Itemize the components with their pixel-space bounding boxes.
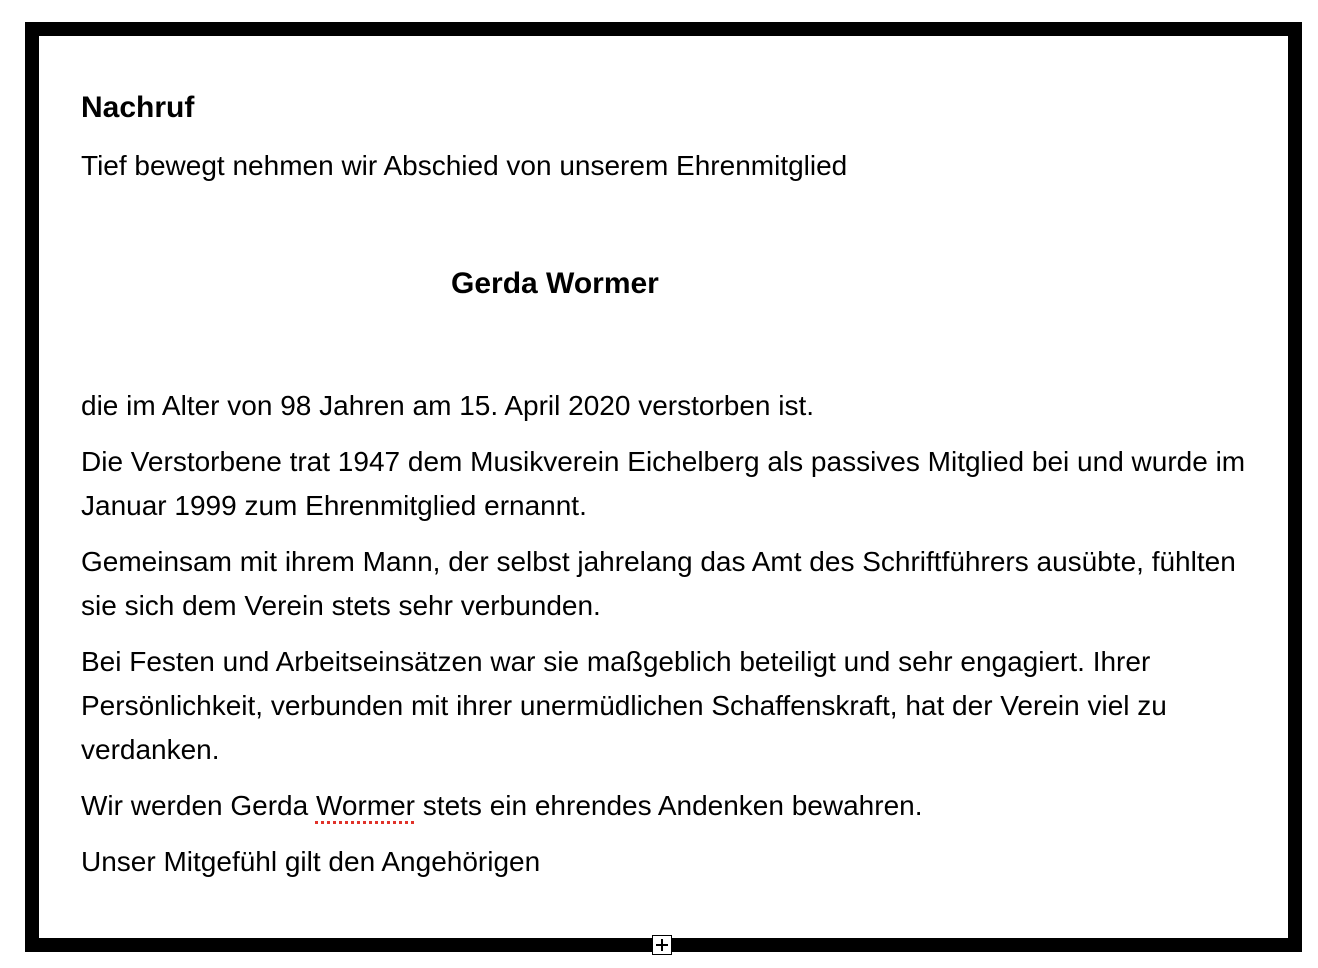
- husband-paragraph: Gemeinsam mit ihrem Mann, der selbst jahrelang das Amt des Schriftführers ausübte, fühlten sie sich dem Verein stets sehr verbunden.: [81, 546, 1236, 621]
- obituary-heading: Nachruf: [81, 91, 195, 124]
- age-date-paragraph: die im Alter von 98 Jahren am 15. April 2020 verstorben ist.: [81, 390, 815, 421]
- remembrance-text-end: stets ein ehrendes Andenken bewahren.: [415, 790, 923, 821]
- table-move-handle-icon[interactable]: [652, 935, 672, 955]
- sympathy-paragraph: Unser Mitgefühl gilt den Angehörigen: [81, 846, 541, 877]
- deceased-name: Gerda Wormer: [451, 267, 659, 300]
- engagement-paragraph: Bei Festen und Arbeitseinsätzen war sie maßgeblich beteiligt und sehr engagiert. Ihrer Persönlichkeit, verbunden mit ihrer unermüdlichen Schaffenskraft, hat der Verein viel zu verdanken.: [81, 646, 1167, 765]
- remembrance-paragraph: [81, 784, 1261, 828]
- intro-line: Tief bewegt nehmen wir Abschied von unserem Ehrenmitglied: [81, 150, 848, 181]
- spellcheck-flagged-word[interactable]: Wormer: [315, 790, 416, 821]
- membership-paragraph: Die Verstorbene trat 1947 dem Musikverein Eichelberg als passives Mitglied bei und wurde im Januar 1999 zum Ehrenmitglied ernannt.: [81, 446, 1246, 521]
- remembrance-text-start: Wir werden Gerda: [81, 790, 316, 821]
